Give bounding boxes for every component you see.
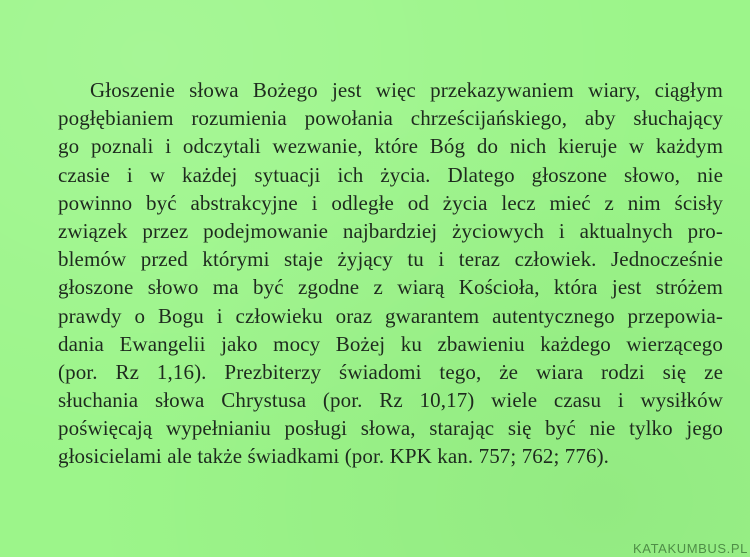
paragraph-line-12: słuchania słowa Chrystusa (por. Rz 10,17) wiele czasu i wysiłków (58, 388, 723, 413)
paragraph-line-7: blemów przed którymi staje żyjący tu i teraz człowiek. Jednocześnie (58, 247, 723, 272)
paragraph-line-3: go poznali i odczytali wezwanie, które Bóg do nich kieruje w każdym (58, 134, 723, 159)
paragraph-line-1: Głoszenie słowa Bożego jest więc przekazywaniem wiary, ciągłym (90, 78, 723, 102)
paragraph-line-5: powinno być abstrakcyjne i odległe od życia lecz mieć z nim ścisły (58, 190, 723, 215)
paragraph-line-4: czasie i w każdej sytuacji ich życia. Dlatego głoszone słowo, nie (58, 162, 723, 187)
paragraph-line-10: dania Ewangelii jako mocy Bożej ku zbawieniu każdego wierzącego (58, 331, 723, 356)
watermark: KATAKUMBUS.PL (633, 541, 748, 556)
paragraph-line-9: prawdy o Bogu i człowieku oraz gwarantem autentycznego przepowia- (58, 303, 723, 328)
paragraph-line-2: pogłębianiem rozumienia powołania chrześcijańskiego, aby słuchający (58, 106, 723, 131)
paragraph-line-8: głoszone słowo ma być zgodne z wiarą Kościoła, która jest stróżem (58, 275, 723, 300)
paragraph-line-11: (por. Rz 1,16). Prezbiterzy świadomi tego, że wiara rodzi się ze (58, 359, 723, 384)
paragraph (58, 76, 723, 471)
paragraph-line-14: głosicielami ale także świadkami (por. KPK kan. 757; 762; 776). (58, 444, 610, 469)
paragraph-line-6: związek przez podejmowanie najbardziej życiowych i aktualnych pro- (58, 218, 723, 243)
paragraph-line-13: poświęcają wypełnianiu posługi słowa, starając się być nie tylko jego (58, 416, 723, 441)
